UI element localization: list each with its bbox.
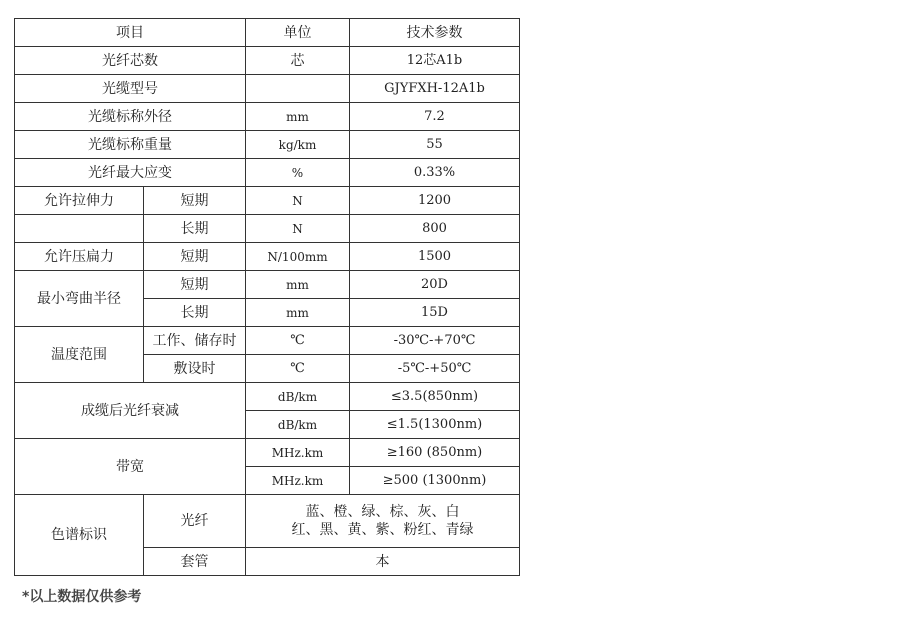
row-unit: 芯 [246,47,350,75]
row-value: ≤1.5(1300nm) [350,411,520,439]
fiber-colors-line2: 红、黑、黄、紫、粉红、青绿 [291,522,474,538]
table-row [15,131,520,159]
table-row [15,439,520,467]
row-unit: mm [246,103,350,131]
row-label: 光缆标称外径 [15,103,246,131]
row-unit: % [246,159,350,187]
row-unit: ℃ [246,355,350,383]
row-unit: MHz.km [246,467,350,495]
footnote: *以上数据仅供参考 [22,589,142,605]
table-row [15,75,520,103]
row-unit: ℃ [246,327,350,355]
row-unit: MHz.km [246,439,350,467]
table-row [15,271,520,299]
row-label: 带宽 [15,439,246,495]
table-row [15,495,520,548]
row-value: ≥160 (850nm) [350,439,520,467]
table-row [15,47,520,75]
row-value: GJYFXH-12A1b [350,75,520,103]
row-unit: dB/km [246,383,350,411]
row-value: 20D [350,271,520,299]
row-value: 800 [350,215,520,243]
row-label: 成缆后光纤衰减 [15,383,246,439]
row-sublabel: 长期 [144,299,246,327]
row-label: 最小弯曲半径 [15,271,144,327]
table-row [15,103,520,131]
row-value: 1500 [350,243,520,271]
table-row [15,327,520,355]
row-sublabel: 光纤 [144,495,246,548]
row-label: 光纤最大应变 [15,159,246,187]
row-unit: N/100mm [246,243,350,271]
row-sublabel: 套管 [144,548,246,576]
row-unit: dB/km [246,411,350,439]
row-label: 色谱标识 [15,495,144,576]
row-value: 本 [246,548,520,576]
row-unit: N [246,187,350,215]
table-row [15,215,520,243]
row-value: 12芯A1b [350,47,520,75]
row-value: 0.33% [350,159,520,187]
row-value: ≥500 (1300nm) [350,467,520,495]
row-label: 光缆型号 [15,75,246,103]
row-unit: kg/km [246,131,350,159]
row-unit: mm [246,271,350,299]
spec-table [14,18,520,576]
row-value: 55 [350,131,520,159]
table-row [15,159,520,187]
fiber-colors-line1: 蓝、橙、绿、棕、灰、白 [305,504,460,520]
table-row [15,243,520,271]
row-value: -5℃-+50℃ [350,355,520,383]
row-label: 光缆标称重量 [15,131,246,159]
row-label: 允许压扁力 [15,243,144,271]
empty-cell [15,215,144,243]
table-row [15,187,520,215]
row-sublabel: 短期 [144,243,246,271]
row-label: 光纤芯数 [15,47,246,75]
row-sublabel: 短期 [144,187,246,215]
row-sublabel: 长期 [144,215,246,243]
row-unit [246,75,350,103]
row-sublabel: 工作、储存时 [144,327,246,355]
fiber-colors-cell [246,495,520,548]
header-param: 技术参数 [350,19,520,47]
row-value: 7.2 [350,103,520,131]
header-unit: 单位 [246,19,350,47]
header-item: 项目 [15,19,246,47]
row-label: 允许拉伸力 [15,187,144,215]
header-row [15,19,520,47]
row-value: 15D [350,299,520,327]
row-sublabel: 短期 [144,271,246,299]
row-value: ≤3.5(850nm) [350,383,520,411]
row-label: 温度范围 [15,327,144,383]
table-row [15,383,520,411]
row-value: -30℃-+70℃ [350,327,520,355]
row-unit: N [246,215,350,243]
row-unit: mm [246,299,350,327]
row-sublabel: 敷设时 [144,355,246,383]
row-value: 1200 [350,187,520,215]
